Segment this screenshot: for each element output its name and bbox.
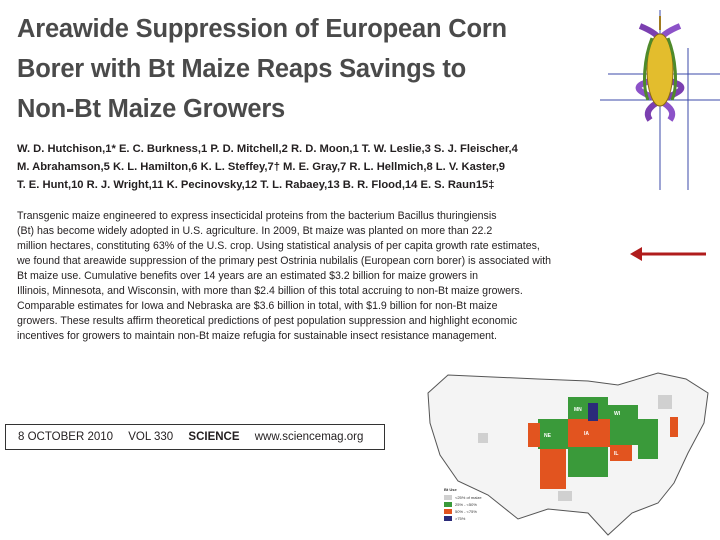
corn-dna-logo-icon bbox=[596, 8, 720, 190]
author-line: T. E. Hunt,10 R. J. Wright,11 K. Pecinovsky,12 T. L. Rabaey,13 B. R. Flood,14 E. S. Raun15‡ bbox=[17, 179, 495, 191]
map-region bbox=[588, 403, 598, 421]
abstract-line: Bt maize use. Cumulative benefits over 14 years are an estimated $3.2 billion for maize growers in bbox=[17, 270, 479, 282]
citation-url: www.sciencemag.org bbox=[254, 431, 364, 443]
map-region bbox=[558, 491, 572, 501]
author-line: W. D. Hutchison,1* E. C. Burkness,1 P. D. Mitchell,2 R. D. Moon,1 T. W. Leslie,3 S. J. Fleischer,4 bbox=[17, 143, 518, 155]
legend-swatch bbox=[444, 516, 452, 521]
legend-label: <25% of maize bbox=[455, 495, 482, 500]
map-region bbox=[638, 419, 658, 459]
map-region bbox=[540, 449, 566, 489]
citation-volume: VOL 330 bbox=[128, 431, 174, 443]
legend-label: 25% - <50% bbox=[455, 502, 477, 507]
legend-label: 50% - <75% bbox=[455, 509, 477, 514]
map-region bbox=[658, 395, 672, 409]
map-region bbox=[608, 405, 638, 445]
abstract bbox=[17, 209, 597, 344]
map-region bbox=[528, 423, 540, 447]
state-label-mn: MN bbox=[574, 407, 582, 413]
state-label-il: IL bbox=[614, 451, 619, 457]
legend-label: >75% bbox=[455, 516, 466, 521]
map-region bbox=[538, 419, 568, 449]
abstract-line: Transgenic maize engineered to express insecticidal proteins from the bacterium Bacillus thuringiensis bbox=[17, 210, 497, 222]
map-region bbox=[568, 447, 608, 477]
map-region bbox=[670, 417, 678, 437]
author-line: M. Abrahamson,5 K. L. Hamilton,6 K. L. Steffey,7† M. E. Gray,7 R. L. Hellmich,8 L. V. Kaster,9 bbox=[17, 161, 506, 173]
citation-box bbox=[5, 424, 385, 450]
map-region bbox=[478, 433, 488, 443]
abstract-line: (Bt) has become widely adopted in U.S. agriculture. In 2009, Bt maize was planted on more than 22.2 bbox=[17, 225, 493, 237]
author-list bbox=[17, 140, 597, 194]
map-legend bbox=[444, 487, 482, 521]
paper-title bbox=[17, 9, 587, 129]
map-region bbox=[568, 419, 610, 447]
title-line: Borer with Bt Maize Reaps Savings to bbox=[17, 55, 467, 83]
legend-title: Bt Use bbox=[444, 487, 457, 492]
legend-swatch bbox=[444, 495, 452, 500]
abstract-line: incentives for growers to maintain non-Bt maize refugia for sustainable insect resistance management. bbox=[17, 330, 497, 342]
abstract-line: growers. These results affirm theoretical predictions of pest population suppression and highlight economic bbox=[17, 315, 518, 327]
citation-date: 8 OCTOBER 2010 bbox=[18, 431, 114, 443]
arrow-head bbox=[630, 247, 642, 261]
legend-swatch bbox=[444, 509, 452, 514]
state-label-ia: IA bbox=[584, 431, 589, 437]
legend-swatch bbox=[444, 502, 452, 507]
abstract-line: we found that areawide suppression of the primary pest Ostrinia nubilalis (European corn borer) is associated with bbox=[17, 255, 552, 267]
citation-journal: SCIENCE bbox=[188, 431, 240, 443]
abstract-line: million hectares, constituting 63% of the U.S. crop. Using statistical analysis of per capita growth rate estimates, bbox=[17, 240, 540, 252]
title-line: Areawide Suppression of European Corn bbox=[17, 15, 507, 43]
abstract-line: Illinois, Minnesota, and Wisconsin, with more than $2.4 billion of this total accruing to non-Bt maize growers. bbox=[17, 285, 523, 297]
state-label-ne: NE bbox=[544, 433, 551, 439]
abstract-line: Comparable estimates for Iowa and Nebraska are $3.6 billion in total, with $1.9 billion for non-Bt maize bbox=[17, 300, 498, 312]
us-bt-adoption-map bbox=[418, 363, 718, 537]
title-line: Non-Bt Maize Growers bbox=[17, 95, 286, 123]
state-label-wi: WI bbox=[614, 411, 621, 417]
left-arrow-icon bbox=[628, 244, 708, 264]
